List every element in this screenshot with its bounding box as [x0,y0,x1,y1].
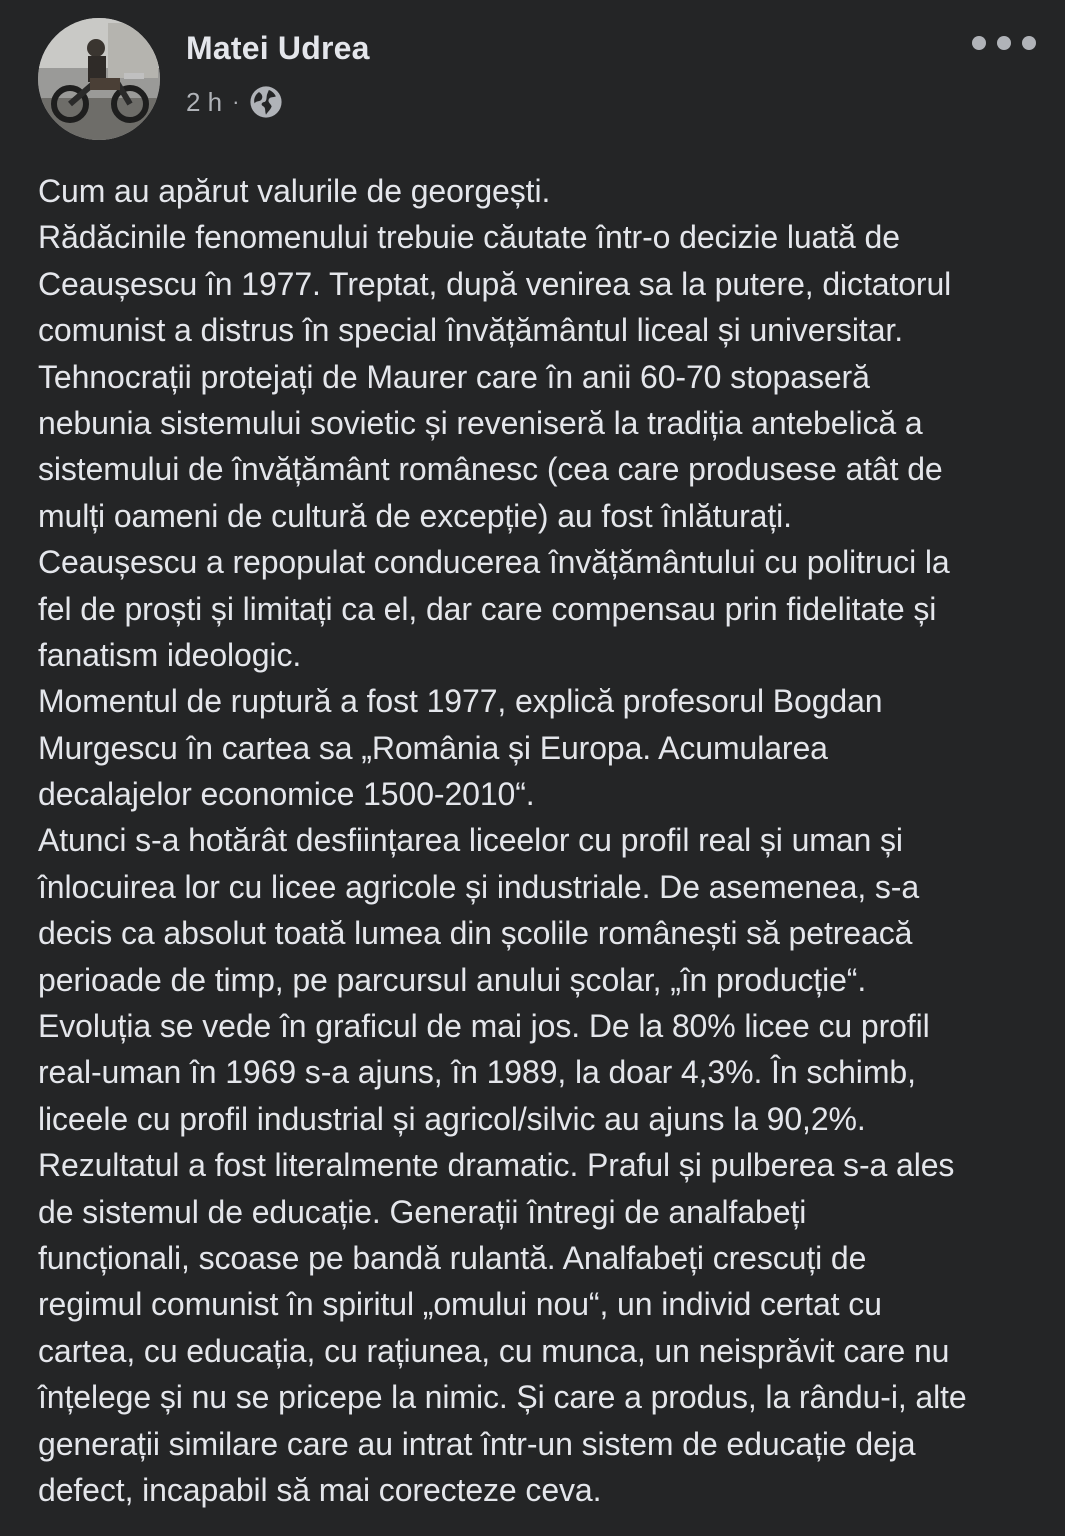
post-text-line: de sistemul de educație. Generații întregi de analfabeți [38,1193,807,1230]
post-text-line: Atunci s-a hotărât desființarea liceelor cu profil real și uman și [38,822,903,859]
post-text-line: Evoluția se vede în graficul de mai jos. De la 80% licee cu profil [38,1008,930,1045]
post-text-line: defect, incapabil să mai corecteze ceva. [38,1471,602,1508]
more-horizontal-icon [972,36,986,50]
post-text-line: Momentul de ruptură a fost 1977, explică profesorul Bogdan [38,683,883,720]
more-horizontal-icon-dot [997,36,1011,50]
post-text-line: Rezultatul a fost literalmente dramatic. Praful și pulberea s-a ales [38,1147,955,1184]
meta-separator: · [232,89,240,114]
author-name[interactable]: Matei Udrea [186,30,370,66]
post-time[interactable]: 2 h [186,86,223,117]
post-text [38,168,1038,1513]
avatar[interactable] [38,18,160,140]
post-header [38,18,1038,140]
post-text-line: decalajelor economice 1500-2010“. [38,776,535,813]
post-text-line: generații similare care au intrat într-un sistem de educație deja [38,1425,916,1462]
globe-icon[interactable] [249,85,283,119]
post-text-line: real-uman în 1969 s-a ajuns, în 1989, la doar 4,3%. În schimb, [38,1054,916,1091]
post-text-line: funcționali, scoase pe bandă rulantă. Analfabeți crescuți de [38,1239,867,1276]
more-options-button[interactable] [972,28,1036,58]
more-horizontal-icon-dot [1022,36,1036,50]
post-text-line: liceele cu profil industrial și agricol/silvic au ajuns la 90,2%. [38,1100,866,1137]
post-text-line: fel de proști și limitați ca el, dar care compensau prin fidelitate și [38,590,937,627]
avatar-photo [38,18,160,140]
post-text-line: cartea, cu educația, cu rațiunea, cu munca, un neisprăvit care nu [38,1332,950,1369]
post-text-line: decis ca absolut toată lumea din școlile românești să petreacă [38,915,913,952]
post-text-line: mulți oameni de cultură de excepție) au fost înlăturați. [38,497,792,534]
post-text-line: Cum au apărut valurile de georgești. [38,173,551,209]
post-text-line: Ceaușescu în 1977. Treptat, după venirea sa la putere, dictatorul [38,265,952,302]
post-text-line: înțelege și nu se pricepe la nimic. Și care a produs, la rându-i, alte [38,1379,967,1416]
post-text-line: înlocuirea lor cu licee agricole și industriale. De asemenea, s-a [38,868,920,905]
post-text-line: nebunia sistemului sovietic și reveniseră la tradiția antebelică a [38,404,923,441]
post-meta [186,84,283,120]
post-text-line: Murgescu în cartea sa „România și Europa. Acumularea [38,729,828,766]
post-text-line: comunist a distrus în special învățământul liceal și universitar. [38,312,904,349]
post-text-line: Rădăcinile fenomenului trebuie căutate într-o decizie luată de [38,219,900,256]
post-text-line: regimul comunist în spiritul „omului nou“, un individ certat cu [38,1286,882,1323]
post-text-line: Ceaușescu a repopulat conducerea învățământului cu politruci la [38,544,950,581]
post-text-line: Tehnocrații protejați de Maurer care în anii 60-70 stopaseră [38,358,870,395]
post-text-line: sistemului de învățământ românesc (cea care produsese atât de [38,451,943,488]
post-text-line: fanatism ideologic. [38,636,302,673]
post-text-line: perioade de timp, pe parcursul anului școlar, „în producție“. [38,961,867,998]
